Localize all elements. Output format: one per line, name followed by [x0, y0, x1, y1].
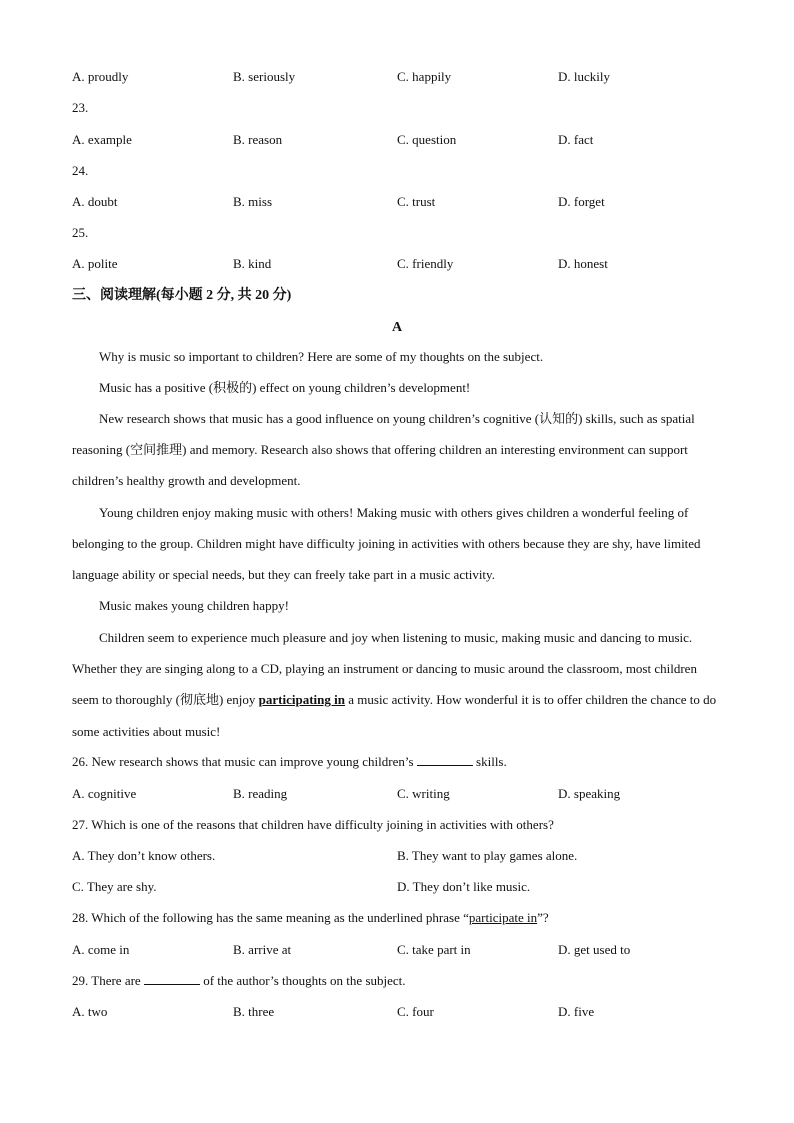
q29-option-b[interactable]: B. three [233, 1004, 275, 1019]
q22-option-b[interactable]: B. seriously [233, 69, 296, 84]
q22-option-a[interactable]: A. proudly [72, 69, 129, 84]
q29-option-c[interactable]: C. four [397, 1004, 434, 1019]
p6-text-after: a music activity. How wonderful it is to offer children the chance to do some activities about music! [72, 692, 717, 739]
q29-option-a[interactable]: A. two [72, 1004, 108, 1019]
q28-option-b[interactable]: B. arrive at [233, 942, 292, 957]
q25-option-a[interactable]: A. polite [72, 256, 118, 271]
q23-number: 23. [72, 100, 89, 115]
q29-blank [144, 973, 200, 985]
q26-text-before: 26. New research shows that music can improve young children’s [72, 754, 417, 769]
q23-option-b[interactable]: B. reason [233, 132, 283, 147]
q28-option-c[interactable]: C. take part in [397, 942, 471, 957]
passage-paragraph-5: Music makes young children happy! [99, 598, 289, 613]
passage-paragraph-4: Young children enjoy making music with others! Making music with others gives children a wonderful feeling of belonging to the group. Children might have difficulty joining in activities with others because they are shy, have limited language ability or special needs, but they can freely take part in a music activity. [72, 505, 701, 583]
passage-title: A [391, 320, 403, 335]
q28-option-a[interactable]: A. come in [72, 942, 130, 957]
underlined-phrase: participating in [258, 692, 345, 708]
q26-option-c[interactable]: C. writing [397, 786, 450, 801]
q23-option-c[interactable]: C. question [397, 132, 457, 147]
q28-stem [72, 910, 549, 926]
q23-option-a[interactable]: A. example [72, 132, 132, 147]
q25-option-c[interactable]: C. friendly [397, 256, 454, 271]
q24-number: 24. [72, 163, 89, 178]
q23-option-d[interactable]: D. fact [558, 132, 594, 147]
q26-option-b[interactable]: B. reading [233, 786, 288, 801]
q24-option-d[interactable]: D. forget [558, 194, 605, 209]
q26-blank [417, 754, 473, 766]
q24-option-a[interactable]: A. doubt [72, 194, 118, 209]
q26-option-d[interactable]: D. speaking [558, 786, 621, 801]
passage-paragraph-2: Music has a positive (积极的) effect on young children’s development! [99, 380, 471, 395]
q28-text-before: 28. Which of the following has the same meaning as the underlined phrase “ [72, 910, 469, 925]
q28-option-d[interactable]: D. get used to [558, 942, 631, 957]
q27-option-b[interactable]: B. They want to play games alone. [397, 848, 578, 863]
section-title: 三、阅读理解(每小题 2 分, 共 20 分) [72, 288, 292, 303]
q29-text-after: of the author’s thoughts on the subject. [199, 973, 406, 988]
q24-option-c[interactable]: C. trust [397, 194, 436, 209]
p6-text-before: Children seem to experience much pleasure and joy when listening to music, making music and dancing to music. Whether they are singing along to a CD, playing an instrument or dancing to music around the classroom, most children seem to thoroughly (彻底地) enjoy [72, 630, 697, 708]
q24-option-b[interactable]: B. miss [233, 194, 273, 209]
q29-stem [72, 973, 406, 989]
q27-option-d[interactable]: D. They don’t like music. [397, 879, 531, 894]
q25-number: 25. [72, 225, 89, 240]
q25-option-d[interactable]: D. honest [558, 256, 608, 271]
passage-paragraph-6 [72, 622, 722, 747]
q27-option-c[interactable]: C. They are shy. [72, 879, 157, 894]
passage-paragraph-3: New research shows that music has a good influence on young children’s cognitive (认知的) skills, such as spatial reasoning (空间推理) and memory. Research also shows that offering children an interesting environment can support children’s healthy growth and development. [72, 411, 695, 489]
q26-stem [72, 754, 507, 770]
q22-option-d[interactable]: D. luckily [558, 69, 610, 84]
q29-text-before: 29. There are [72, 973, 144, 988]
passage-paragraph-1: Why is music so important to children? Here are some of my thoughts on the subject. [99, 349, 544, 364]
q29-option-d[interactable]: D. five [558, 1004, 595, 1019]
q25-option-b[interactable]: B. kind [233, 256, 272, 271]
q28-phrase: participate in [468, 910, 538, 925]
q27-stem: 27. Which is one of the reasons that children have difficulty joining in activities with others? [72, 817, 554, 832]
q28-text-after: ”? [537, 910, 549, 925]
q26-option-a[interactable]: A. cognitive [72, 786, 137, 801]
q26-text-after: skills. [472, 754, 507, 769]
q27-option-a[interactable]: A. They don’t know others. [72, 848, 216, 863]
q22-option-c[interactable]: C. happily [397, 69, 452, 84]
